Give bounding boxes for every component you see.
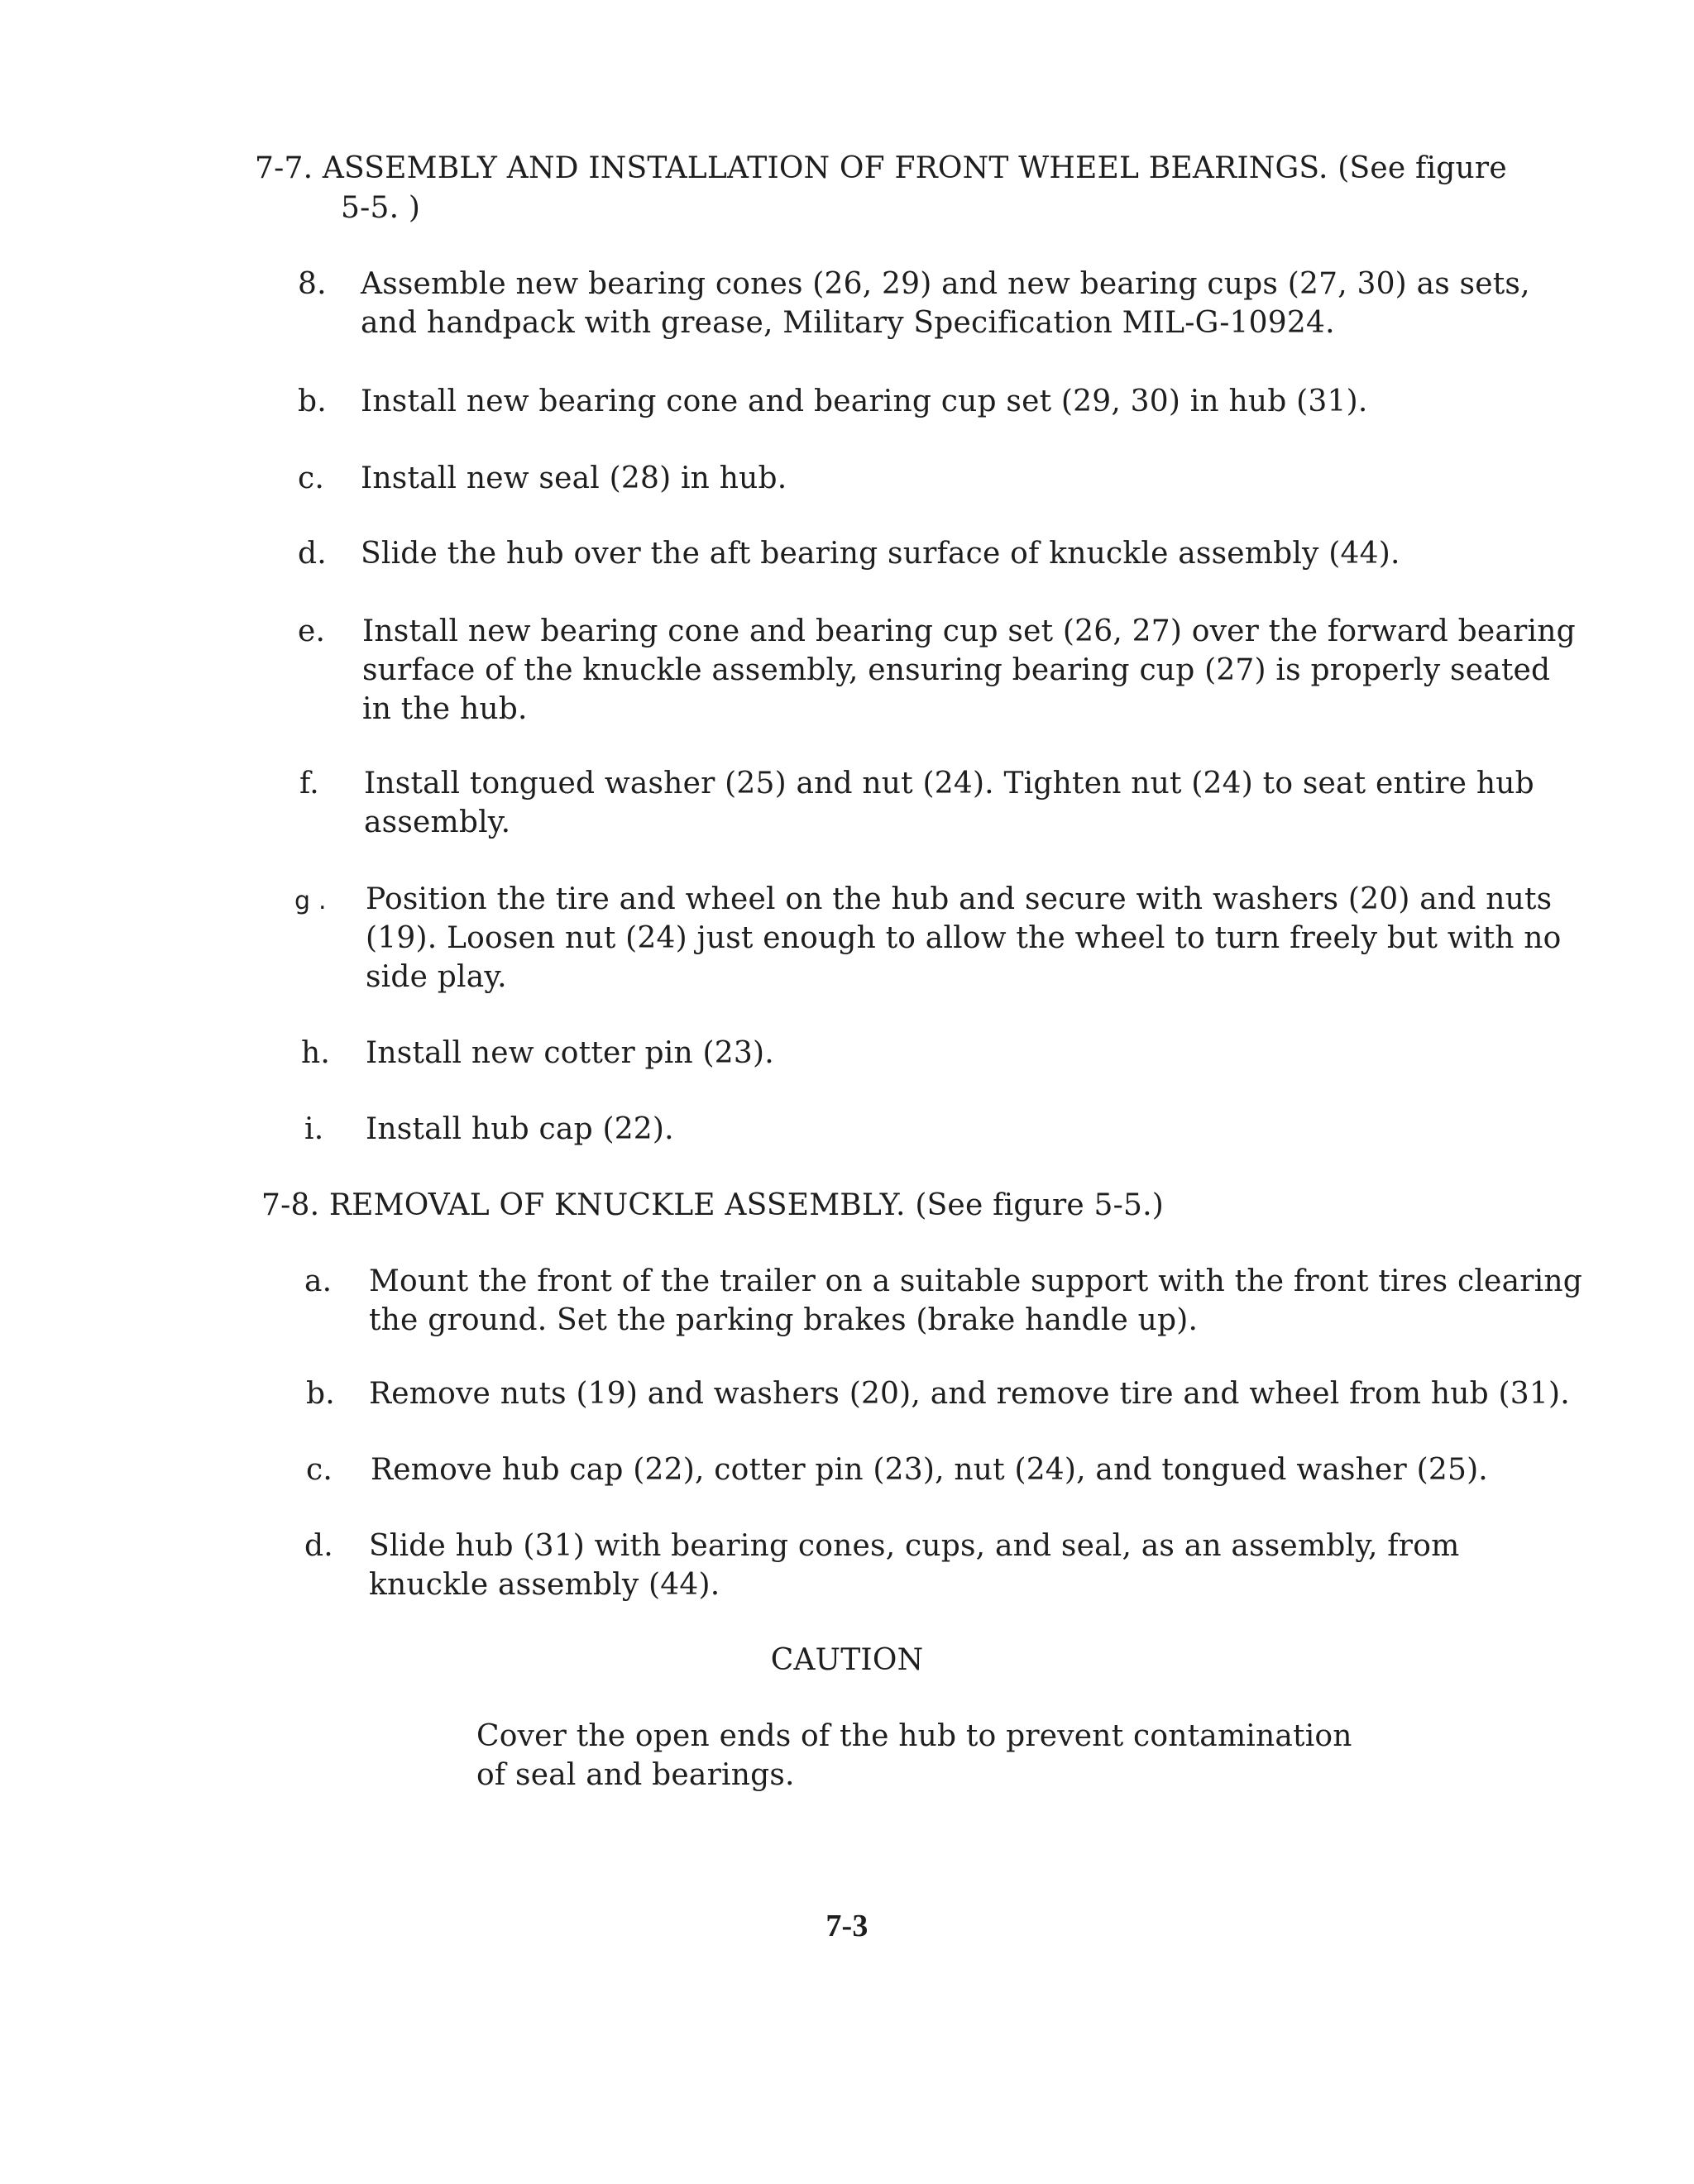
item-text: Install new bearing cone and bearing cup set (29, 30) in hub (31).	[361, 385, 1368, 418]
item-text: Position the tire and wheel on the hub and secure with washers (20) and nuts (19). Loosen nut (24) just enough to allow the wheel to turn freely but with no side play.	[366, 882, 1562, 994]
item-text: Assemble new bearing cones (26, 29) and new bearing cups (27, 30) as sets, and handpack with grease, Military Specification MIL-G-10924.	[361, 267, 1530, 340]
section-7-7-heading-continuation: 5-5. )	[341, 191, 421, 225]
section-7-8-heading: 7-8. REMOVAL OF KNUCKLE ASSEMBLY. (See figure 5-5.)	[261, 1188, 1164, 1222]
section-7-7-heading: 7-7. ASSEMBLY AND INSTALLATION OF FRONT WHEEL BEARINGS. (See figure	[255, 151, 1507, 185]
item-text: Remove nuts (19) and washers (20), and remove tire and wheel from hub (31).	[369, 1377, 1570, 1411]
item-letter: e.	[298, 614, 326, 648]
item-letter: b.	[298, 385, 327, 418]
item-letter: f.	[299, 767, 319, 800]
item-letter: c.	[298, 461, 325, 495]
page-number: 7-3	[825, 1909, 869, 1943]
item-letter: g .	[294, 887, 327, 915]
item-text: Install hub cap (22).	[366, 1112, 674, 1146]
item-letter: i.	[304, 1112, 324, 1146]
caution-text: Cover the open ends of the hub to prevent contamination of seal and bearings.	[476, 1719, 1352, 1792]
item-letter: a.	[304, 1264, 333, 1298]
item-letter: d.	[298, 537, 327, 571]
item-text: Slide the hub over the aft bearing surface of knuckle assembly (44).	[361, 537, 1400, 571]
item-text: Mount the front of the trailer on a suitable support with the front tires clearing the ground. Set the parking brakes (brake handle up).	[369, 1264, 1582, 1337]
item-letter: b.	[306, 1377, 335, 1411]
item-text: Install new bearing cone and bearing cup set (26, 27) over the forward bearing surface of the knuckle assembly, ensuring bearing cup (27) is properly seated in the hub.	[362, 614, 1576, 726]
item-letter: h.	[301, 1036, 331, 1070]
item-text: Install tongued washer (25) and nut (24). Tighten nut (24) to seat entire hub assembly.	[364, 767, 1534, 839]
caution-title: CAUTION	[770, 1643, 924, 1677]
item-text: Slide hub (31) with bearing cones, cups, and seal, as an assembly, from knuckle assembly (44).	[369, 1529, 1460, 1602]
item-text: Remove hub cap (22), cotter pin (23), nut (24), and tongued washer (25).	[371, 1453, 1488, 1487]
item-text: Install new cotter pin (23).	[366, 1036, 774, 1070]
item-letter: 8.	[298, 267, 327, 301]
item-letter: c.	[306, 1453, 333, 1487]
item-text: Install new seal (28) in hub.	[361, 461, 787, 495]
item-letter: d.	[304, 1529, 333, 1563]
